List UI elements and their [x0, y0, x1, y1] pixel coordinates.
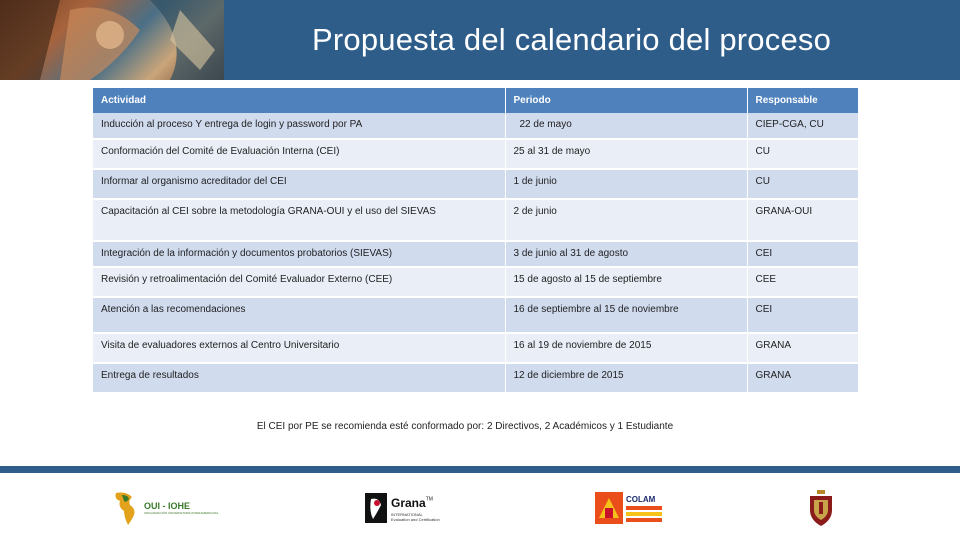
grana-logo: [365, 488, 445, 528]
cell-periodo: 16 al 19 de noviembre de 2015: [505, 333, 747, 363]
cell-actividad: Inducción al proceso Y entrega de login y password por PA: [93, 113, 505, 139]
cell-actividad: Entrega de resultados: [93, 363, 505, 393]
cell-responsable: GRANA-OUI: [747, 199, 858, 241]
footer-divider: [0, 466, 960, 473]
cell-periodo: 25 al 31 de mayo: [505, 139, 747, 169]
cell-actividad: Visita de evaluadores externos al Centro Universitario: [93, 333, 505, 363]
university-shield-icon: [808, 490, 834, 526]
cell-responsable: CEE: [747, 267, 858, 297]
colam-logo-name: COLAM: [626, 494, 656, 504]
grana-logo-name: Grana: [391, 496, 426, 510]
cell-periodo: 12 de diciembre de 2015: [505, 363, 747, 393]
table-row: [93, 333, 858, 363]
grana-mark-icon: [365, 493, 387, 523]
cell-responsable: CU: [747, 169, 858, 199]
cell-responsable: CEI: [747, 241, 858, 267]
cell-actividad: Integración de la información y documentos probatorios (SIEVAS): [93, 241, 505, 267]
column-header-responsable: Responsable: [747, 88, 858, 113]
cell-responsable: GRANA: [747, 363, 858, 393]
cell-responsable: CIEP-CGA, CU: [747, 113, 858, 139]
table-row: [93, 363, 858, 393]
cell-actividad: Revisión y retroalimentación del Comité Evaluador Externo (CEE): [93, 267, 505, 297]
table-header-row: [93, 88, 858, 113]
header-mural-image: [0, 0, 224, 80]
grana-logo-tm: TM: [425, 496, 433, 503]
table-row: [93, 297, 858, 333]
cell-responsable: CEI: [747, 297, 858, 333]
cell-responsable: GRANA: [747, 333, 858, 363]
cell-actividad: Atención a las recomendaciones: [93, 297, 505, 333]
cell-periodo: 16 de septiembre al 15 de noviembre: [505, 297, 747, 333]
cell-periodo: 2 de junio: [505, 199, 747, 241]
oui-logo-name: OUI - IOHE: [144, 501, 191, 511]
grana-logo-sub1: INTERNATIONAL: [391, 512, 423, 517]
table-row: [93, 139, 858, 169]
cell-periodo: 3 de junio al 31 de agosto: [505, 241, 747, 267]
cell-actividad: Informar al organismo acreditador del CEI: [93, 169, 505, 199]
oui-iohe-logo: [112, 488, 222, 528]
calendar-table: [93, 88, 858, 394]
footnote: El CEI por PE se recomienda esté conformado por: 2 Directivos, 2 Académicos y 1 Estudiante: [256, 421, 674, 432]
udg-shield-logo: [808, 488, 834, 528]
colam-logo: [595, 488, 665, 528]
colam-mark-icon: [595, 492, 623, 524]
cell-responsable: CU: [747, 139, 858, 169]
header-bar: [0, 0, 960, 80]
table-row: [93, 241, 858, 267]
americas-map-icon: [112, 491, 142, 525]
cell-periodo: 22 de mayo: [505, 113, 747, 139]
table-row: [93, 113, 858, 139]
oui-logo-subtitle: ORGANIZACIÓN UNIVERSITARIA INTERAMERICANA: [144, 511, 219, 515]
table-row: [93, 199, 858, 241]
grana-logo-sub2: Evaluation and Certification: [391, 517, 440, 522]
cell-periodo: 15 de agosto al 15 de septiembre: [505, 267, 747, 297]
column-header-actividad: Actividad: [93, 88, 505, 113]
page-title: Propuesta del calendario del proceso: [312, 22, 832, 57]
column-header-periodo: Periodo: [505, 88, 747, 113]
cell-actividad: Capacitación al CEI sobre la metodología GRANA-OUI y el uso del SIEVAS: [93, 199, 505, 241]
cell-actividad: Conformación del Comité de Evaluación Interna (CEI): [93, 139, 505, 169]
table-row: [93, 267, 858, 297]
cell-periodo: 1 de junio: [505, 169, 747, 199]
table-row: [93, 169, 858, 199]
